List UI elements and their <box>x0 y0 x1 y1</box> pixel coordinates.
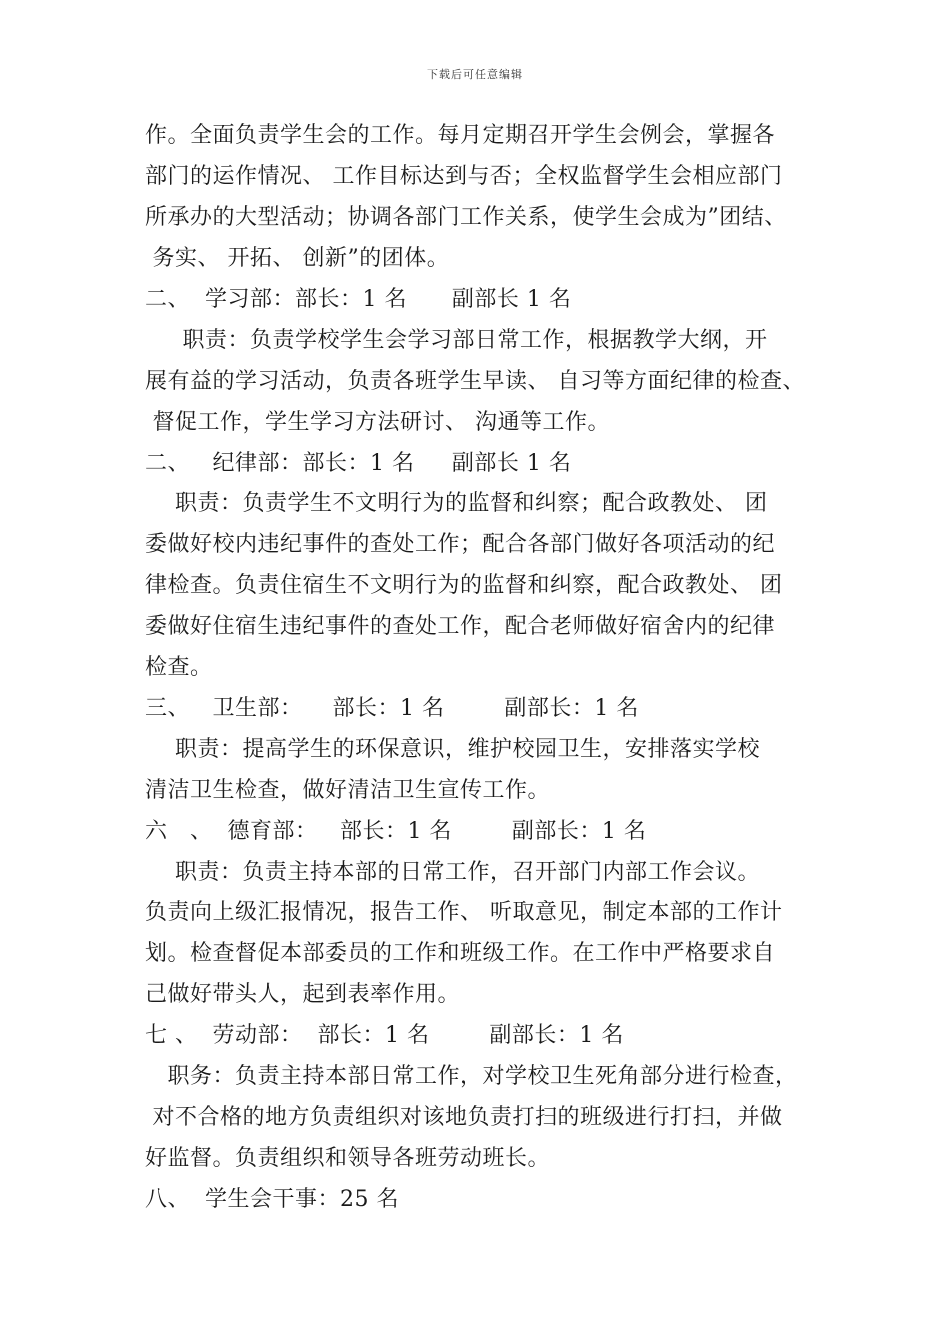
text-line: 律检查。负责住宿生不文明行为的监督和纠察，配合政教处、 团 <box>145 573 783 598</box>
text-line: 划。检查督促本部委员的工作和班级工作。在工作中严格要求自 <box>145 941 776 966</box>
text-line: 职务：负责主持本部日常工作，对学校卫生死角部分进行检查， <box>145 1064 798 1089</box>
text-line: 检查。 <box>145 655 213 680</box>
section-heading-moral-dept: 六 、 德育部： 部长：1 名 副部长：1 名 <box>145 819 647 844</box>
section-heading-labor-dept: 七 、 劳动部： 部长：1 名 副部长：1 名 <box>145 1023 624 1048</box>
text-line: 督促工作，学生学习方法研讨、 沟通等工作。 <box>145 410 610 435</box>
text-line: 负责向上级汇报情况，报告工作、 听取意见，制定本部的工作计 <box>145 900 783 925</box>
page-header-note: 下载后可任意编辑 <box>427 68 523 81</box>
text-line: 委做好住宿生违纪事件的查处工作，配合老师做好宿舍内的纪律 <box>145 614 776 639</box>
text-line: 职责：负责学生不文明行为的监督和纠察；配合政教处、 团 <box>145 491 768 516</box>
text-line: 职责：负责学校学生会学习部日常工作，根据教学大纲，开 <box>145 328 768 353</box>
text-line: 职责：提高学生的环保意识，维护校园卫生，安排落实学校 <box>145 737 760 762</box>
text-line: 部门的运作情况、 工作目标达到与否；全权监督学生会相应部门 <box>145 164 783 189</box>
text-line: 好监督。负责组织和领导各班劳动班长。 <box>145 1146 551 1171</box>
text-line: 所承办的大型活动；协调各部门工作关系，使学生会成为”团结、 <box>145 205 787 230</box>
text-line: 委做好校内违纪事件的查处工作；配合各部门做好各项活动的纪 <box>145 532 776 557</box>
text-line: 职责：负责主持本部的日常工作，召开部门内部工作会议。 <box>145 860 760 885</box>
text-line: 己做好带头人，起到表率作用。 <box>145 982 461 1007</box>
text-line: 务实、 开拓、 创新”的团体。 <box>145 246 450 271</box>
section-heading-discipline-dept: 二、 纪律部：部长：1 名 副部长 1 名 <box>145 451 572 476</box>
text-line: 展有益的学习活动，负责各班学生早读、 自习等方面纪律的检查、 <box>145 369 805 394</box>
text-line: 作。全面负责学生会的工作。每月定期召开学生会例会，掌握各 <box>145 123 776 148</box>
text-line: 对不合格的地方负责组织对该地负责打扫的班级进行打扫，并做 <box>145 1105 783 1130</box>
section-heading-hygiene-dept: 三、 卫生部： 部长：1 名 副部长：1 名 <box>145 696 639 721</box>
section-heading-study-dept: 二、 学习部：部长：1 名 副部长 1 名 <box>145 287 572 312</box>
section-heading-staff: 八、 学生会干事：25 名 <box>145 1187 399 1212</box>
text-line: 清洁卫生检查，做好清洁卫生宣传工作。 <box>145 778 551 803</box>
